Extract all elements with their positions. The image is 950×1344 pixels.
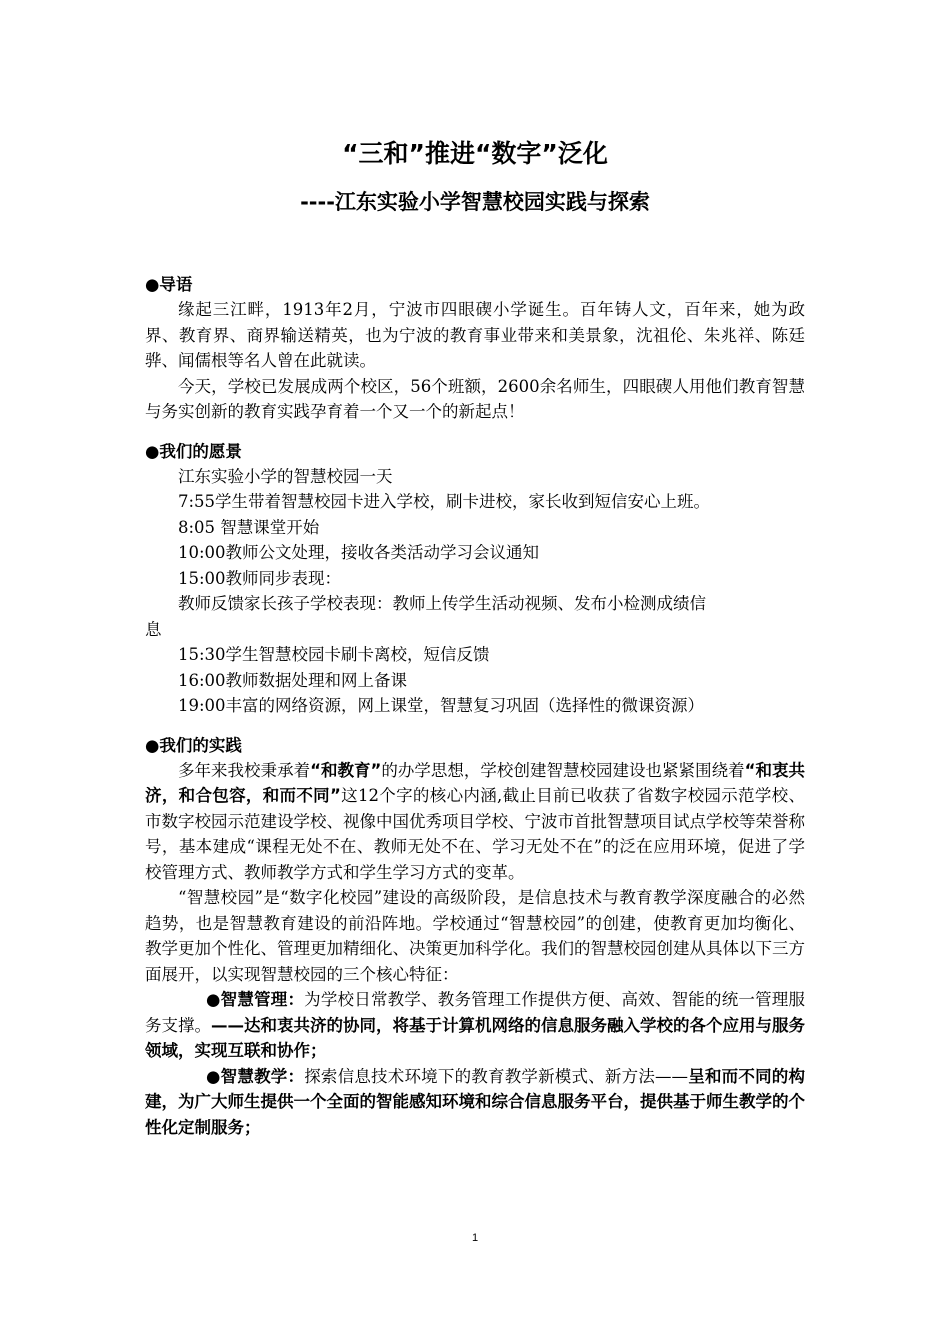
vision-line: 息: [145, 619, 162, 639]
intro-paragraph-1: 缘起三江畔，1913年2月，宁波市四眼碶小学诞生。百年铸人文，百年来，她为政界、教育界、商界输送精英，也为宁波的教育事业带来和美景象，沈祖伦、朱兆祥、陈廷骅、闻儒根等名人曾在此就读。: [145, 300, 805, 370]
vision-schedule: [145, 464, 805, 719]
vision-line: 江东实验小学的智慧校园一天: [178, 466, 393, 486]
feature-text: 为学校日常教学、教务管理工作提供方便、高效、智能的统一管理服务支撑。: [145, 990, 805, 1035]
feature-label: ●智慧管理：: [206, 990, 305, 1009]
practice-paragraph-2: “智慧校园”是“数字化校园”建设的高级阶段，是信息技术与教育教学深度融合的必然趋势，也是智慧教育建设的前沿阵地。学校通过“智慧校园”的创建，使教育更加均衡化、教学更加个性化、管理更加精细化、决策更加科学化。我们的智慧校园创建从具体以下三方面展开，以实现智慧校园的三个核心特征：: [145, 888, 805, 984]
vision-heading: ●我们的愿景: [145, 441, 242, 461]
p1-text-a: 多年来我校秉承着: [178, 760, 311, 780]
intro-paragraph-2: 今天，学校已发展成两个校区，56个班额，2600余名师生，四眼碶人用他们教育智慧与务实创新的教育实践孕育着一个又一个的新起点！: [145, 376, 805, 421]
feature-smart-teaching: [145, 1064, 805, 1141]
vision-line: 19:00丰富的网络资源，网上课堂，智慧复习巩固（选择性的微课资源）: [178, 696, 705, 715]
page-number: 1: [471, 1232, 479, 1244]
vision-line: 15:00教师同步表现：: [178, 568, 342, 588]
vision-line: 教师反馈家长孩子学校表现：教师上传学生活动视频、发布小检测成绩信: [178, 594, 706, 613]
vision-line: 7:55学生带着智慧校园卡进入学校，刷卡进校，家长收到短信安心上班。: [178, 492, 711, 511]
feature-smart-management: [145, 987, 805, 1064]
vision-line: 16:00教师数据处理和网上备课: [178, 670, 408, 690]
p1-text-e: 这12个字的核心内涵,截止目前已收获了省数字校园示范学校、市数字校园示范建设学校、视像中国优秀项目学校、宁波市首批智慧项目试点学校等荣誉称号，基本建成“课程无处不在、教师无处不在、学习无处不在”的泛在应用环境，促进了学校管理方式、教师教学方式和学生学习方式的变革。: [145, 786, 805, 882]
practice-paragraph-1: [145, 758, 805, 886]
feature-text: 探索信息技术环境下的教育教学新模式、新方法——: [304, 1066, 689, 1086]
feature-label: ●智慧教学：: [206, 1066, 305, 1086]
document-body: [145, 272, 805, 1140]
vision-line: 15:30学生智慧校园卡刷卡离校，短信反馈: [178, 645, 490, 664]
intro-section: [145, 272, 805, 425]
core-motto-phrase: “和衷共济，和合包容，和而不同”: [145, 760, 805, 805]
practice-heading: ●我们的实践: [145, 735, 242, 755]
vision-section: [145, 439, 805, 719]
vision-line: 10:00教师公文处理，接收各类活动学习会议通知: [178, 543, 540, 562]
intro-heading: ●导语: [145, 275, 193, 294]
vision-line: 8:05 智慧课堂开始: [178, 517, 320, 537]
feature-bold-text: ——达和衷共济的协同，将基于计算机网络的信息服务融入学校的各个应用与服务领域，实现互联和协作；: [145, 1015, 805, 1060]
practice-section: [145, 733, 805, 1141]
document-subtitle: ----江东实验小学智慧校园实践与探索: [300, 190, 650, 214]
he-education-phrase: “和教育”: [310, 760, 382, 780]
feature-bold-text: 呈和而不同的构建，为广大师生提供一个全面的智能感知环境和综合信息服务平台，提供基于师生教学的个性化定制服务；: [145, 1066, 806, 1137]
p1-text-c: 的办学思想，学校创建智慧校园建设也紧紧围绕着: [381, 760, 745, 780]
document-title: “三和”推进“数字”泛化: [342, 139, 608, 168]
